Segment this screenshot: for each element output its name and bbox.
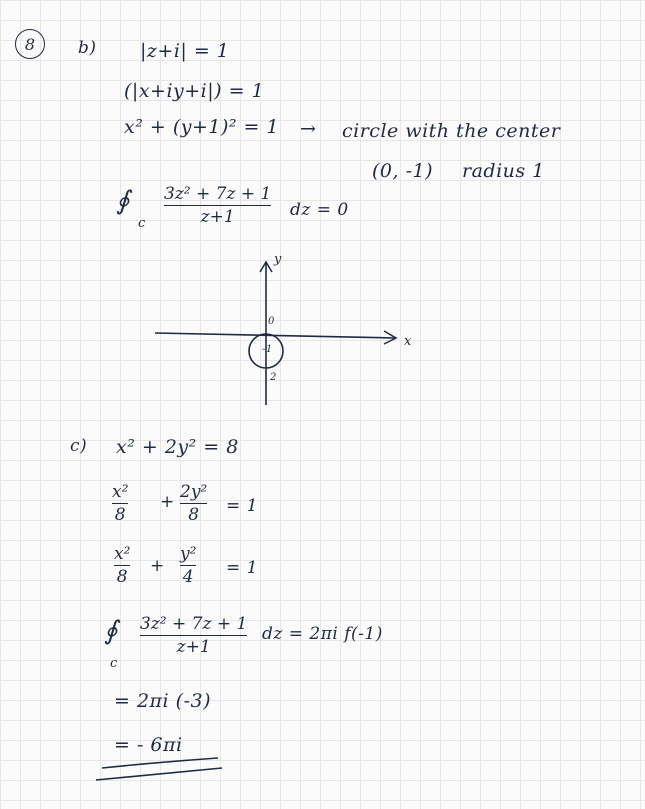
part-b-radius: radius 1 [462, 160, 545, 182]
frac1-num: x² [112, 482, 129, 502]
graph-circle-label: -1 [262, 344, 273, 355]
frac4-den: 4 [182, 567, 194, 587]
part-b-line3: x² + (y+1)² = 1 [124, 116, 280, 138]
part-b-line1: |z+i| = 1 [140, 40, 230, 62]
graph-y-label: y [274, 252, 282, 267]
part-c-step1: = 2πi (-3) [114, 690, 211, 712]
graph-x-label: x [404, 334, 412, 349]
frac1-den: 8 [114, 505, 126, 525]
contour-integral-icon: ∮ [116, 186, 131, 216]
integral-subscript: c [138, 216, 146, 231]
integral-subscript-c: c [110, 656, 118, 671]
part-b-label: b) [78, 38, 97, 58]
part-b-line2: (|x+iy+i|) = 1 [124, 80, 265, 102]
integrand-numerator-c: 3z² + 7z + 1 [140, 614, 248, 634]
part-b-center: (0, -1) [372, 160, 434, 182]
part-b-dz: dz = 0 [290, 200, 349, 220]
part-b-desc1: circle with the center [342, 120, 561, 142]
frac3-num: x² [114, 544, 131, 564]
arrow-icon: → [300, 118, 317, 140]
integrand-denominator: z+1 [200, 207, 235, 227]
frac3-den: 8 [116, 567, 128, 587]
part-c-rhs: dz = 2πi f(-1) [262, 624, 383, 644]
frac2-num: 2y² [180, 482, 208, 502]
frac4-num: y² [180, 544, 197, 564]
plus-sign-2: + [150, 556, 165, 576]
graph-origin-label: 0 [268, 316, 275, 327]
graph-below-label: 2 [270, 372, 277, 383]
contour-integral-icon-c: ∮ [104, 616, 119, 646]
part-c-label: c) [70, 436, 88, 456]
part-c-step2: = - 6πi [114, 734, 183, 756]
integrand-numerator: 3z² + 7z + 1 [164, 184, 272, 204]
part-c-line1: x² + 2y² = 8 [116, 436, 239, 458]
integrand-denominator-c: z+1 [176, 637, 211, 657]
plus-sign-1: + [160, 492, 175, 512]
equals-2: = 1 [226, 558, 258, 578]
problem-number: 8 [15, 29, 45, 59]
frac2-den: 8 [188, 505, 200, 525]
equals-1: = 1 [226, 496, 258, 516]
